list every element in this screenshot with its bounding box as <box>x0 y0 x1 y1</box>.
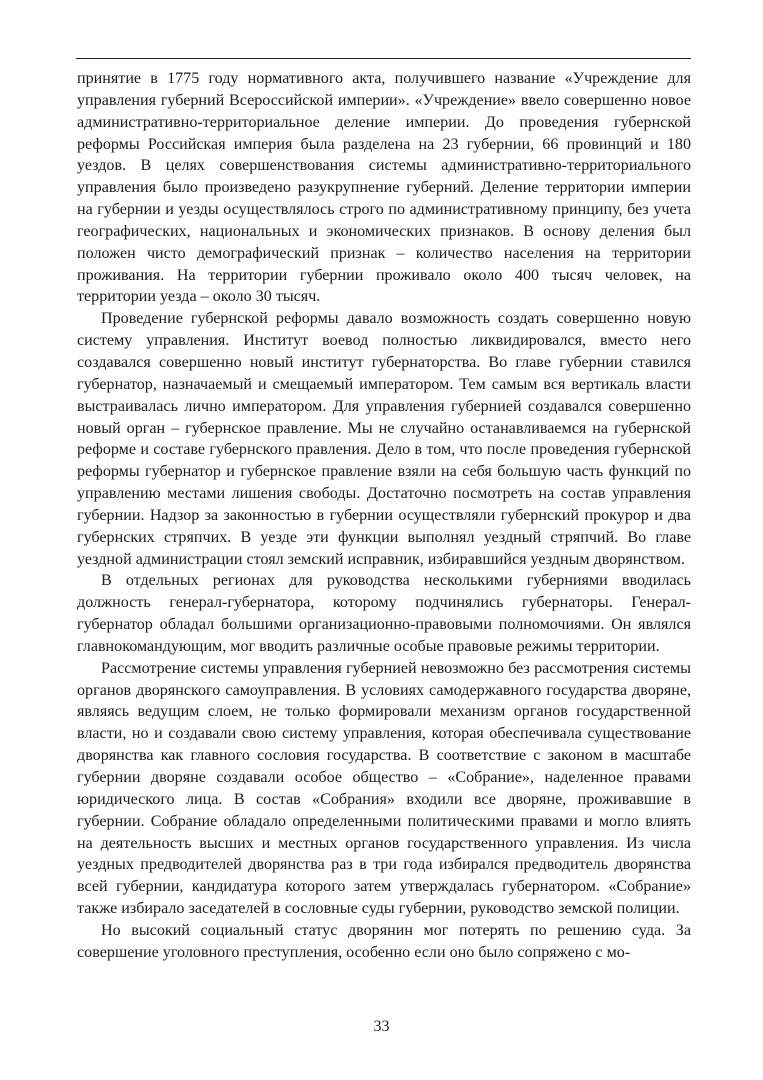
paragraph: Рассмотрение системы управления губернией невозможно без рассмотрения системы органов дворянского самоуправления. В условиях самодержавного государства дворяне, являясь ведущим слоем, не только формировали механизм органов государственной власти, но и создавали свою систему управления, которая обеспечивала существование дворянства как главного сословия государства. В соответствие с законом в масштабе губернии дворяне создавали особое общество – «Собрание», наделенное правами юридического лица. В состав «Собрания» входили все дворяне, проживавшие в губернии. Собрание обладало определенными политическими правами и могло влиять на деятельность высших и местных органов государственного управления. Из числа уездных предводителей дворянства раз в три года избирался предводитель дворянства всей губернии, кандидатура которого затем утверждалась губернатором. «Собрание» также избирало заседателей в сословные суды губернии, руководство земской полиции. <box>77 659 691 918</box>
paragraph: В отдельных регионах для руководства несколькими губерниями вводилась должность генерал-губернатора, которому подчинялись губернаторы. Генерал-губернатор обладал большими организационно-правовыми полномочиями. Он являлся главнокомандующим, мог вводить различные особые правовые режимы территории. <box>77 572 691 655</box>
paragraph-last: Но высокий социальный статус дворянин мог потерять по решению суда. За совершение уголовного преступления, особенно если оно было сопряжено с мо- <box>77 921 691 961</box>
paragraph: Проведение губернской реформы давало возможность создать совершенно новую систему управления. Институт воевод полностью ликвидировался, вместо него создавался совершенно новый институт губернаторства. Во главе губернии ставился губернатор, назначаемый и смещаемый императором. Тем самым вся вертикаль власти выстраивалась лично императором. Для управления губернией создавался совершенно новый орган – губернское правление. Мы не случайно останавливаемся на губернской реформе и составе губернского правления. Дело в том, что после проведения губернской реформы губернатор и губернское правление взяли на себя большую часть функций по управлению местами лишения свободы. Достаточно посмотреть на состав управления губернии. Надзор за законностью в губернии осуществляли губернский прокурор и два губернских стряпчих. В уезде эти функции выполнял уездный стряпчий. Во главе уездной администрации стоял земский исправник, избиравшийся уездным дворянством. <box>77 310 691 568</box>
paragraph-continued: принятие в 1775 году нормативного акта, получившего название «Учреждение для управления губерний Всероссийской империи». «Учреждение» ввело совершенно новое административно-территориальное деление империи. До проведения губернской реформы Российская империя была разделена на 23 губернии, 66 провинций и 180 уездов. В целях совершенствования системы административно-территориального управления было произведено разукрупнение губерний. Деление территории империи на губернии и уезды осуществлялось строго по административному принципу, без учета географических, национальных и экономических признаков. В основу деления был положен чисто демографический признак – количество населения на территории проживания. На территории губернии проживало около 400 тысяч человек, на территории уезда – около 30 тысяч. <box>77 70 691 306</box>
body-text <box>77 68 691 964</box>
header-rule <box>76 58 691 59</box>
page-number: 33 <box>373 1018 390 1035</box>
